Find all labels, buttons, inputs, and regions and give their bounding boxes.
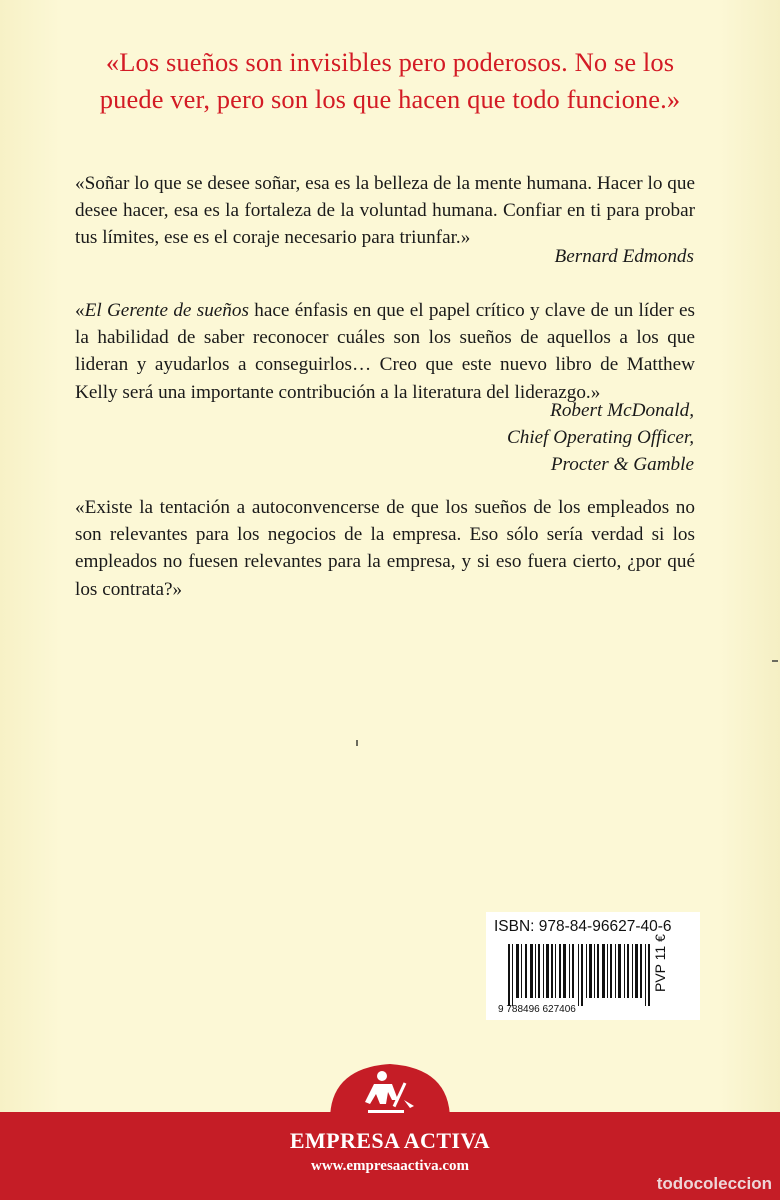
author-bernard-edmonds: Bernard Edmonds — [554, 246, 694, 267]
author-role: Chief Operating Officer, — [506, 427, 694, 449]
quote-body: hace énfasis en que el papel crítico y clave de un líder es la habilidad de saber reconocer cuáles son los sueños de aquellos a los que lideran y ayudarlos a conseguirlos… Creo que este nuevo libro de Matthew Kelly será una importante contribución a la literatura del liderazgo.» — [75, 300, 695, 403]
barcode-digits: 9 788496 627406 — [498, 1004, 576, 1014]
publisher-logo-emblem — [320, 1060, 460, 1120]
quote-open-mark: « — [75, 300, 85, 321]
headline-line-1: «Los sueños son invisibles pero poderosos. No se los — [105, 47, 675, 77]
headline-quote — [60, 44, 720, 118]
quote-robert-mcdonald — [75, 297, 695, 406]
author-name: Robert McDonald, — [550, 400, 694, 421]
watermark: todocoleccion — [656, 1174, 772, 1193]
edge-speck — [772, 660, 778, 662]
headline-line-2: puede ver, pero son los que hacen que todo funcione.» — [99, 84, 681, 114]
isbn-text: ISBN: 978-84-96627-40-6 — [494, 918, 672, 935]
author-robert-mcdonald — [507, 397, 694, 479]
book-title: El Gerente de sueños — [84, 300, 249, 321]
publisher-website: www.empresaactiva.com — [310, 1158, 470, 1174]
print-speck — [356, 740, 358, 746]
price-label: PVP 11 € — [652, 934, 668, 992]
publisher-name: EMPRESA ACTIVA — [289, 1128, 491, 1153]
author-company: Procter & Gamble — [550, 454, 694, 476]
quote-bernard-edmonds: «Soñar lo que se desee soñar, esa es la belleza de la mente humana. Hacer lo que desee hacer, esa es la fortaleza de la voluntad humana. Confiar en ti para probar tus límites, ese es el coraje necesario para triunfar.» — [75, 173, 695, 249]
barcode-bars — [498, 944, 670, 1014]
quote-employees: «Existe la tentación a autoconvencerse de que los sueños de los empleados no son relevantes para los negocios de la empresa. Eso sólo sería verdad si los empleados no fuesen relevantes para la empresa, y si eso fuera cierto, ¿por qué los contrata?» — [75, 497, 695, 600]
